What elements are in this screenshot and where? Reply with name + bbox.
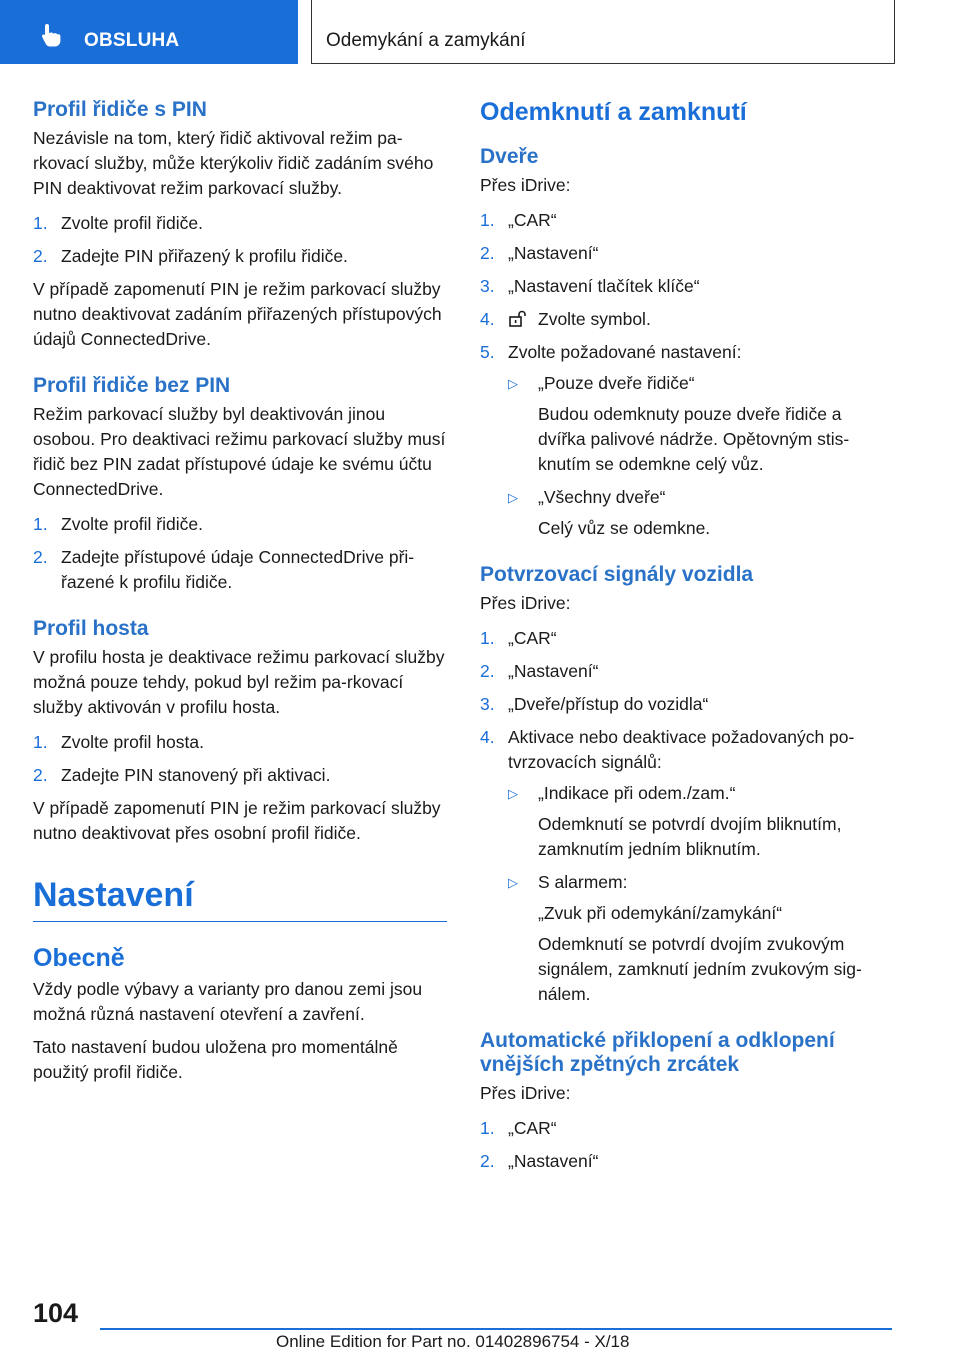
paragraph: Nezávisle na tom, který řidič aktivoval režim pa-rkovací služby, může kterýkoliv řidič zadáním svého PIN deaktivovat režim parkovací služby. [33,128,434,198]
option-description: Odemknutí se potvrdí dvojím zvukovým signálem, zamknutí jedním zvukovým sig-nálem. [538,934,862,1004]
heading-driver-profile-pin: Profil řidiče s PIN [33,98,207,121]
section-tab[interactable] [0,0,298,64]
chapter-title: Odemykání a zamykání [326,30,526,51]
option-description: Celý vůz se odemkne. [538,518,711,538]
list-item: 2. Zadejte PIN stanovený při aktivaci. [33,763,447,788]
section-label: OBSLUHA [84,30,180,51]
list-item: 4. Aktivace nebo deaktivace požadovaných po-tvrzovacích signálů: [480,727,855,772]
option-description: Budou odemknuty pouze dveře řidiče a dvířka palivové nádrže. Opětovným stis-knutím se odemkne celý vůz. [538,404,850,474]
list-item: 2. „Nastavení“ [480,659,890,684]
triangle-bullet-icon: ▷ [508,786,518,801]
step-number: 1. [33,514,48,534]
step-number: 3. [480,694,495,714]
list-item: 1. „CAR“ [480,208,890,233]
paragraph: Přes iDrive: [480,593,571,613]
step-number: 2. [33,765,48,785]
paragraph: Vždy podle výbavy a varianty pro danou zemi jsou možná různá nastavení otevření a zavření. [33,979,423,1024]
step-number: 3. [480,276,495,296]
heading-mirror-folding: Automatické přiklopení a odklopení vnějších zpětných zrcátek [480,1029,835,1076]
list-item: 1. Zvolte profil hosta. [33,730,447,755]
left-column [33,98,447,1085]
heading-unlock-lock: Odemknutí a zamknutí [480,98,747,126]
right-column [480,98,890,1174]
option-item: ▷ „Pouze dveře řidiče“ [480,371,890,396]
unlocked-padlock-icon [508,310,528,328]
heading-general: Obecně [33,944,125,972]
step-number: 2. [480,1151,495,1171]
step-number: 4. [480,727,495,747]
step-number: 1. [33,732,48,752]
header-underline [311,63,895,64]
list-item: 1. Zvolte profil řidiče. [33,512,447,537]
option-description: Odemknutí se potvrdí dvojím bliknutím, zamknutím jedním bliknutím. [538,814,842,859]
paragraph: Přes iDrive: [480,1083,571,1103]
header-divider [311,0,312,64]
heading-settings: Nastavení [33,876,447,922]
step-list [33,730,447,788]
heading-driver-profile-no-pin: Profil řidiče bez PIN [33,374,231,397]
step-list [480,626,890,775]
step-number: 1. [33,213,48,233]
list-item: 1. „CAR“ [480,626,890,651]
page-number: 104 [33,1298,79,1328]
step-number: 1. [480,210,495,230]
step-number: 2. [33,547,48,567]
list-item: 4. Zvolte symbol. [480,307,890,332]
list-item: 2. Zadejte přístupové údaje ConnectedDrive při-řazené k profilu řidiče. [33,547,415,592]
list-item: 2. Zadejte PIN přiřazený k profilu řidiče. [33,244,447,269]
list-item: 2. „Nastavení“ [480,1149,890,1174]
footer-rule [100,1328,892,1330]
header-right-edge [894,0,895,64]
paragraph: Režim parkovací služby byl deaktivován jinou osobou. Pro deaktivaci režimu parkovací služby musí řidič bez PIN zadat přístupové údaje ke svému účtu ConnectedDrive. [33,404,446,499]
option-list [480,781,890,1007]
step-number: 2. [33,246,48,266]
paragraph: V profilu hosta je deaktivace režimu parkovací služby možná pouze tehdy, pokud byl režim pa-rkovací služby aktivován v profilu hosta. [33,647,445,717]
step-list [33,211,447,269]
hand-pointer-icon [38,22,64,48]
step-number: 2. [480,661,495,681]
option-item: ▷ „Indikace při odem./zam.“ [480,781,890,806]
paragraph: V případě zapomenutí PIN je režim parkovací služby nutno deaktivovat zadáním přiřazených přístupových údajů ConnectedDrive. [33,279,442,349]
step-number: 2. [480,243,495,263]
edition-note: Online Edition for Part no. 01402896754 - X/18 [276,1332,630,1351]
triangle-bullet-icon: ▷ [508,376,518,391]
triangle-bullet-icon: ▷ [508,875,518,890]
list-item: 1. Zvolte profil řidiče. [33,211,447,236]
heading-confirmation-signals: Potvrzovací signály vozidla [480,563,754,586]
step-list [480,1116,890,1174]
list-item: 3. „Dveře/přístup do vozidla“ [480,692,890,717]
step-list [480,208,890,365]
triangle-bullet-icon: ▷ [508,490,518,505]
paragraph: Přes iDrive: [480,175,571,195]
list-item: 5. Zvolte požadované nastavení: [480,340,890,365]
step-number: 1. [480,1118,495,1138]
paragraph: Tato nastavení budou uložena pro momentálně použitý profil řidiče. [33,1037,398,1082]
list-item: 1. „CAR“ [480,1116,890,1141]
option-list [480,371,890,541]
option-item: ▷ S alarmem: [480,870,890,895]
list-item: 3. „Nastavení tlačítek klíče“ [480,274,890,299]
step-number: 5. [480,342,495,362]
heading-guest-profile: Profil hosta [33,617,149,640]
list-item: 2. „Nastavení“ [480,241,890,266]
heading-doors: Dveře [480,145,539,168]
step-number: 1. [480,628,495,648]
option-item: ▷ „Všechny dveře“ [480,485,890,510]
step-number: 4. [480,309,495,329]
option-description: „Zvuk při odemykání/zamykání“ [538,903,783,923]
paragraph: V případě zapomenutí PIN je režim parkovací služby nutno deaktivovat přes osobní profil řidiče. [33,798,441,843]
step-list [33,512,447,595]
